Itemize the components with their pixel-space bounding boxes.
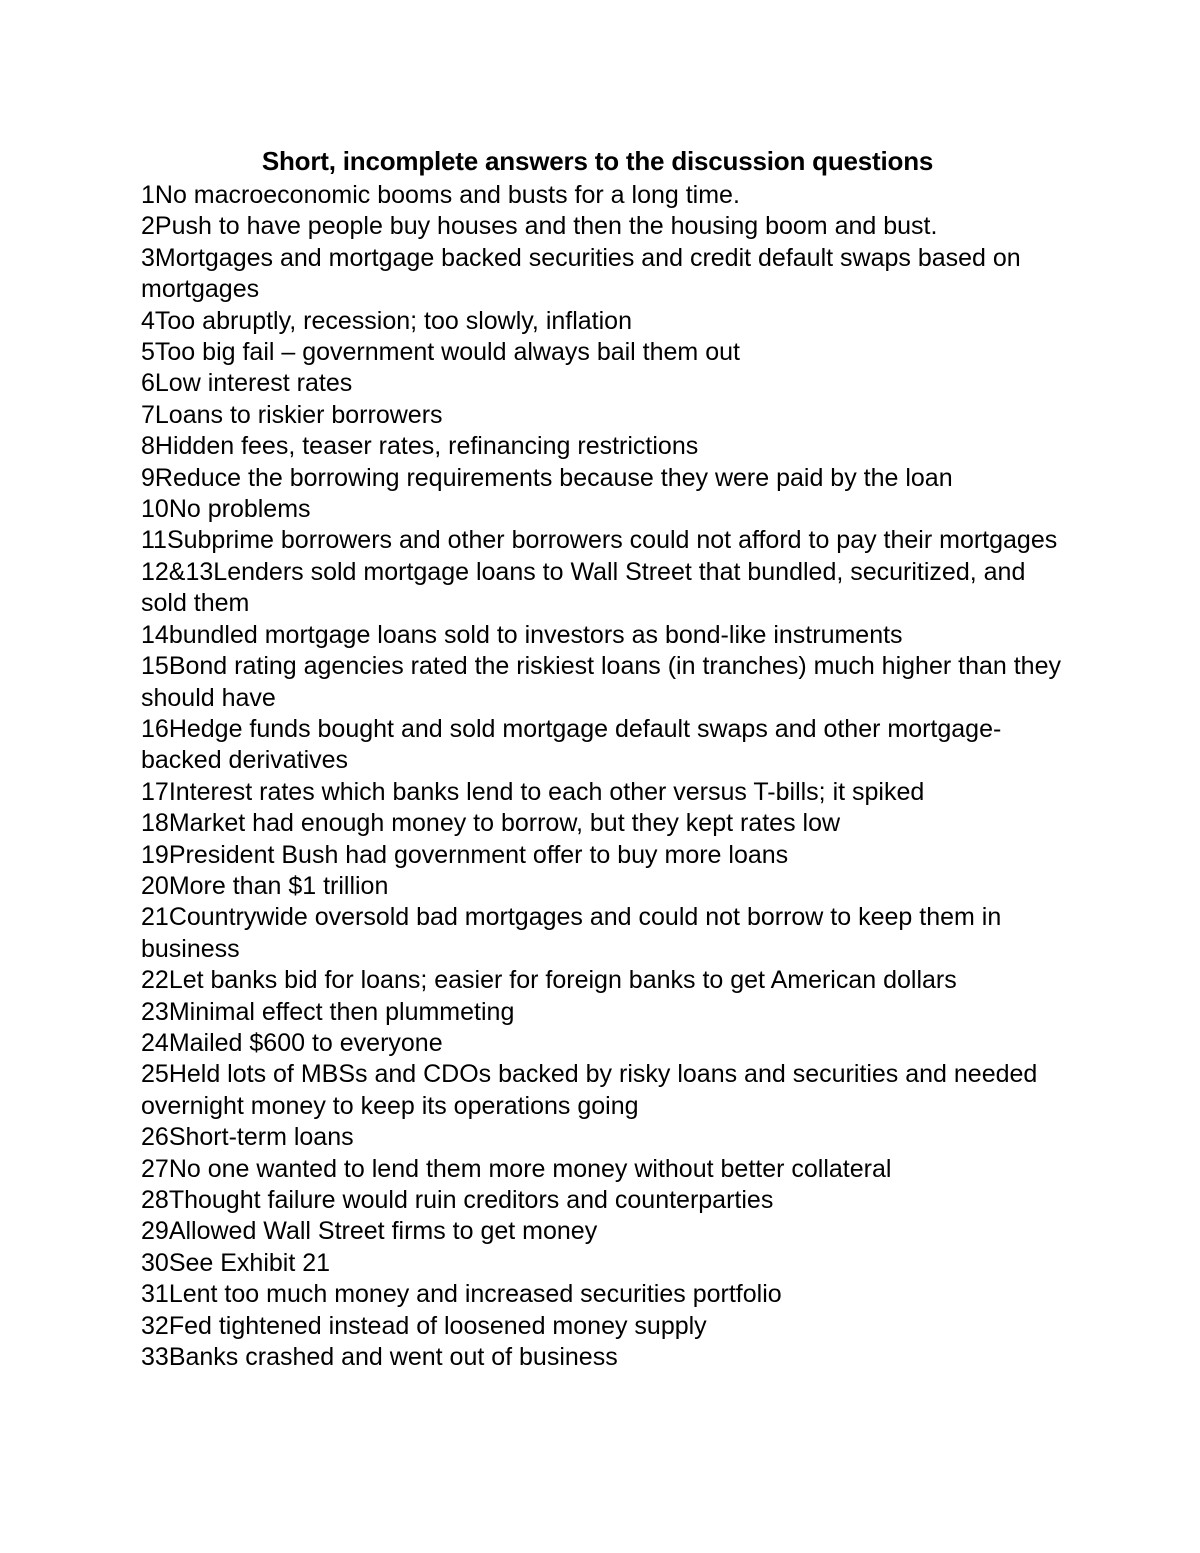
answer-text: Allowed Wall Street firms to get money — [168, 1217, 598, 1246]
answer-number: 20 — [141, 871, 169, 900]
answer-text: Market had enough money to borrow, but they kept rates low — [168, 809, 841, 838]
answer-number: 14 — [141, 620, 169, 649]
answer-item — [141, 1185, 1071, 1216]
answer-text: bundled mortgage loans sold to investors as bond-like instruments — [168, 620, 903, 649]
answer-number: 2 — [141, 212, 155, 241]
answer-number: 33 — [141, 1343, 169, 1372]
answer-item — [141, 557, 1071, 620]
answer-number: 5 — [141, 338, 155, 367]
answer-text: Mailed $600 to everyone — [168, 1028, 443, 1057]
answer-number: 26 — [141, 1123, 169, 1152]
answer-item — [141, 463, 1071, 494]
answer-text: Held lots of MBSs and CDOs backed by risky loans and securities and needed overnight money to keep its operations going — [141, 1060, 1038, 1120]
answer-text: Push to have people buy houses and then the housing boom and bust. — [154, 212, 938, 241]
answer-text: Minimal effect then plummeting — [168, 997, 515, 1026]
answer-text: Banks crashed and went out of business — [168, 1343, 618, 1372]
answer-text: No problems — [168, 495, 311, 524]
answer-text: Hidden fees, teaser rates, refinancing restrictions — [154, 432, 699, 461]
answer-number: 17 — [141, 777, 169, 806]
answer-text: Subprime borrowers and other borrowers could not afford to pay their mortgages — [166, 526, 1058, 555]
answer-text: Fed tightened instead of loosened money supply — [168, 1311, 707, 1340]
answer-number: 32 — [141, 1311, 169, 1340]
answer-item — [141, 1342, 1071, 1373]
answer-number: 22 — [141, 966, 169, 995]
answer-text: Lenders sold mortgage loans to Wall Street that bundled, securitized, and sold them — [141, 557, 1026, 618]
answer-item — [141, 1279, 1071, 1310]
answer-number: 28 — [141, 1186, 169, 1214]
answer-text: No macroeconomic booms and busts for a long time. — [154, 181, 740, 209]
answer-text: President Bush had government offer to buy more loans — [168, 840, 789, 869]
answer-item — [141, 714, 1071, 777]
answer-item — [141, 1311, 1071, 1342]
answer-item — [141, 808, 1071, 839]
answer-number: 9 — [141, 463, 155, 492]
answer-text: Too abruptly, recession; too slowly, inflation — [154, 306, 632, 335]
answer-item — [141, 777, 1071, 808]
answer-number: 4 — [141, 306, 155, 335]
answer-text: Short-term loans — [168, 1123, 354, 1152]
answer-item — [141, 1248, 1071, 1279]
answer-text: Too big fail – government would always bail them out — [154, 338, 740, 367]
answer-item — [141, 1028, 1071, 1059]
answer-item — [141, 871, 1071, 902]
answer-item — [141, 1122, 1071, 1153]
answer-text: See Exhibit 21 — [168, 1248, 331, 1277]
answer-item — [141, 211, 1071, 242]
answer-text: Low interest rates — [154, 369, 353, 398]
answer-item — [141, 840, 1071, 871]
answer-number: 12&13 — [141, 557, 214, 586]
answer-number: 15 — [141, 652, 169, 681]
answer-number: 6 — [141, 369, 155, 398]
answer-item — [141, 180, 1071, 211]
answer-text: Let banks bid for loans; easier for foreign banks to get American dollars — [168, 966, 957, 995]
answer-item — [141, 651, 1071, 714]
answer-item — [141, 306, 1071, 337]
answer-text: No one wanted to lend them more money without better collateral — [168, 1154, 892, 1183]
answer-item — [141, 431, 1071, 462]
answer-item — [141, 1216, 1071, 1247]
answer-number: 1 — [141, 181, 155, 209]
answer-item — [141, 368, 1071, 399]
answer-number: 7 — [141, 400, 155, 429]
answer-item — [141, 525, 1071, 556]
answer-item — [141, 997, 1071, 1028]
answer-number: 21 — [141, 903, 169, 932]
answer-text: Thought failure would ruin creditors and counterparties — [168, 1186, 774, 1214]
answer-item — [141, 494, 1071, 525]
answer-number: 23 — [141, 997, 169, 1026]
answer-text: Interest rates which banks lend to each other versus T-bills; it spiked — [168, 777, 925, 806]
answer-text: Lent too much money and increased securities portfolio — [168, 1280, 782, 1309]
answer-text: Reduce the borrowing requirements because they were paid by the loan — [154, 463, 953, 492]
answer-item — [141, 965, 1071, 996]
answer-number: 25 — [141, 1060, 169, 1089]
answer-item — [141, 620, 1071, 651]
answer-number: 11 — [141, 526, 167, 555]
answer-number: 27 — [141, 1154, 169, 1183]
answer-text: Countrywide oversold bad mortgages and could not borrow to keep them in business — [141, 903, 1002, 963]
answer-number: 18 — [141, 809, 169, 838]
answer-number: 30 — [141, 1248, 169, 1277]
answer-item — [141, 400, 1071, 431]
answer-number: 19 — [141, 840, 169, 869]
answer-number: 24 — [141, 1028, 169, 1057]
answer-number: 8 — [141, 432, 155, 461]
answer-text: More than $1 trillion — [168, 871, 389, 900]
answer-item — [141, 902, 1071, 965]
answer-text: Mortgages and mortgage backed securities and credit default swaps based on mortgages — [141, 243, 1021, 304]
answer-text: Loans to riskier borrowers — [154, 400, 443, 429]
answer-item — [141, 1059, 1071, 1122]
answer-number: 16 — [141, 714, 169, 743]
answer-number: 31 — [141, 1280, 169, 1309]
answer-item — [141, 337, 1071, 368]
answer-text: Bond rating agencies rated the riskiest loans (in tranches) much higher than they should have — [141, 652, 1061, 712]
answer-number: 29 — [141, 1217, 169, 1246]
document-title: Short, incomplete answers to the discussion questions — [261, 146, 934, 176]
answer-list — [141, 180, 1071, 1373]
answer-text: Hedge funds bought and sold mortgage default swaps and other mortgage-backed derivatives — [141, 714, 1002, 775]
answer-item — [141, 243, 1071, 306]
answer-number: 3 — [141, 243, 155, 272]
answer-number: 10 — [141, 495, 169, 524]
answer-item — [141, 1154, 1071, 1185]
